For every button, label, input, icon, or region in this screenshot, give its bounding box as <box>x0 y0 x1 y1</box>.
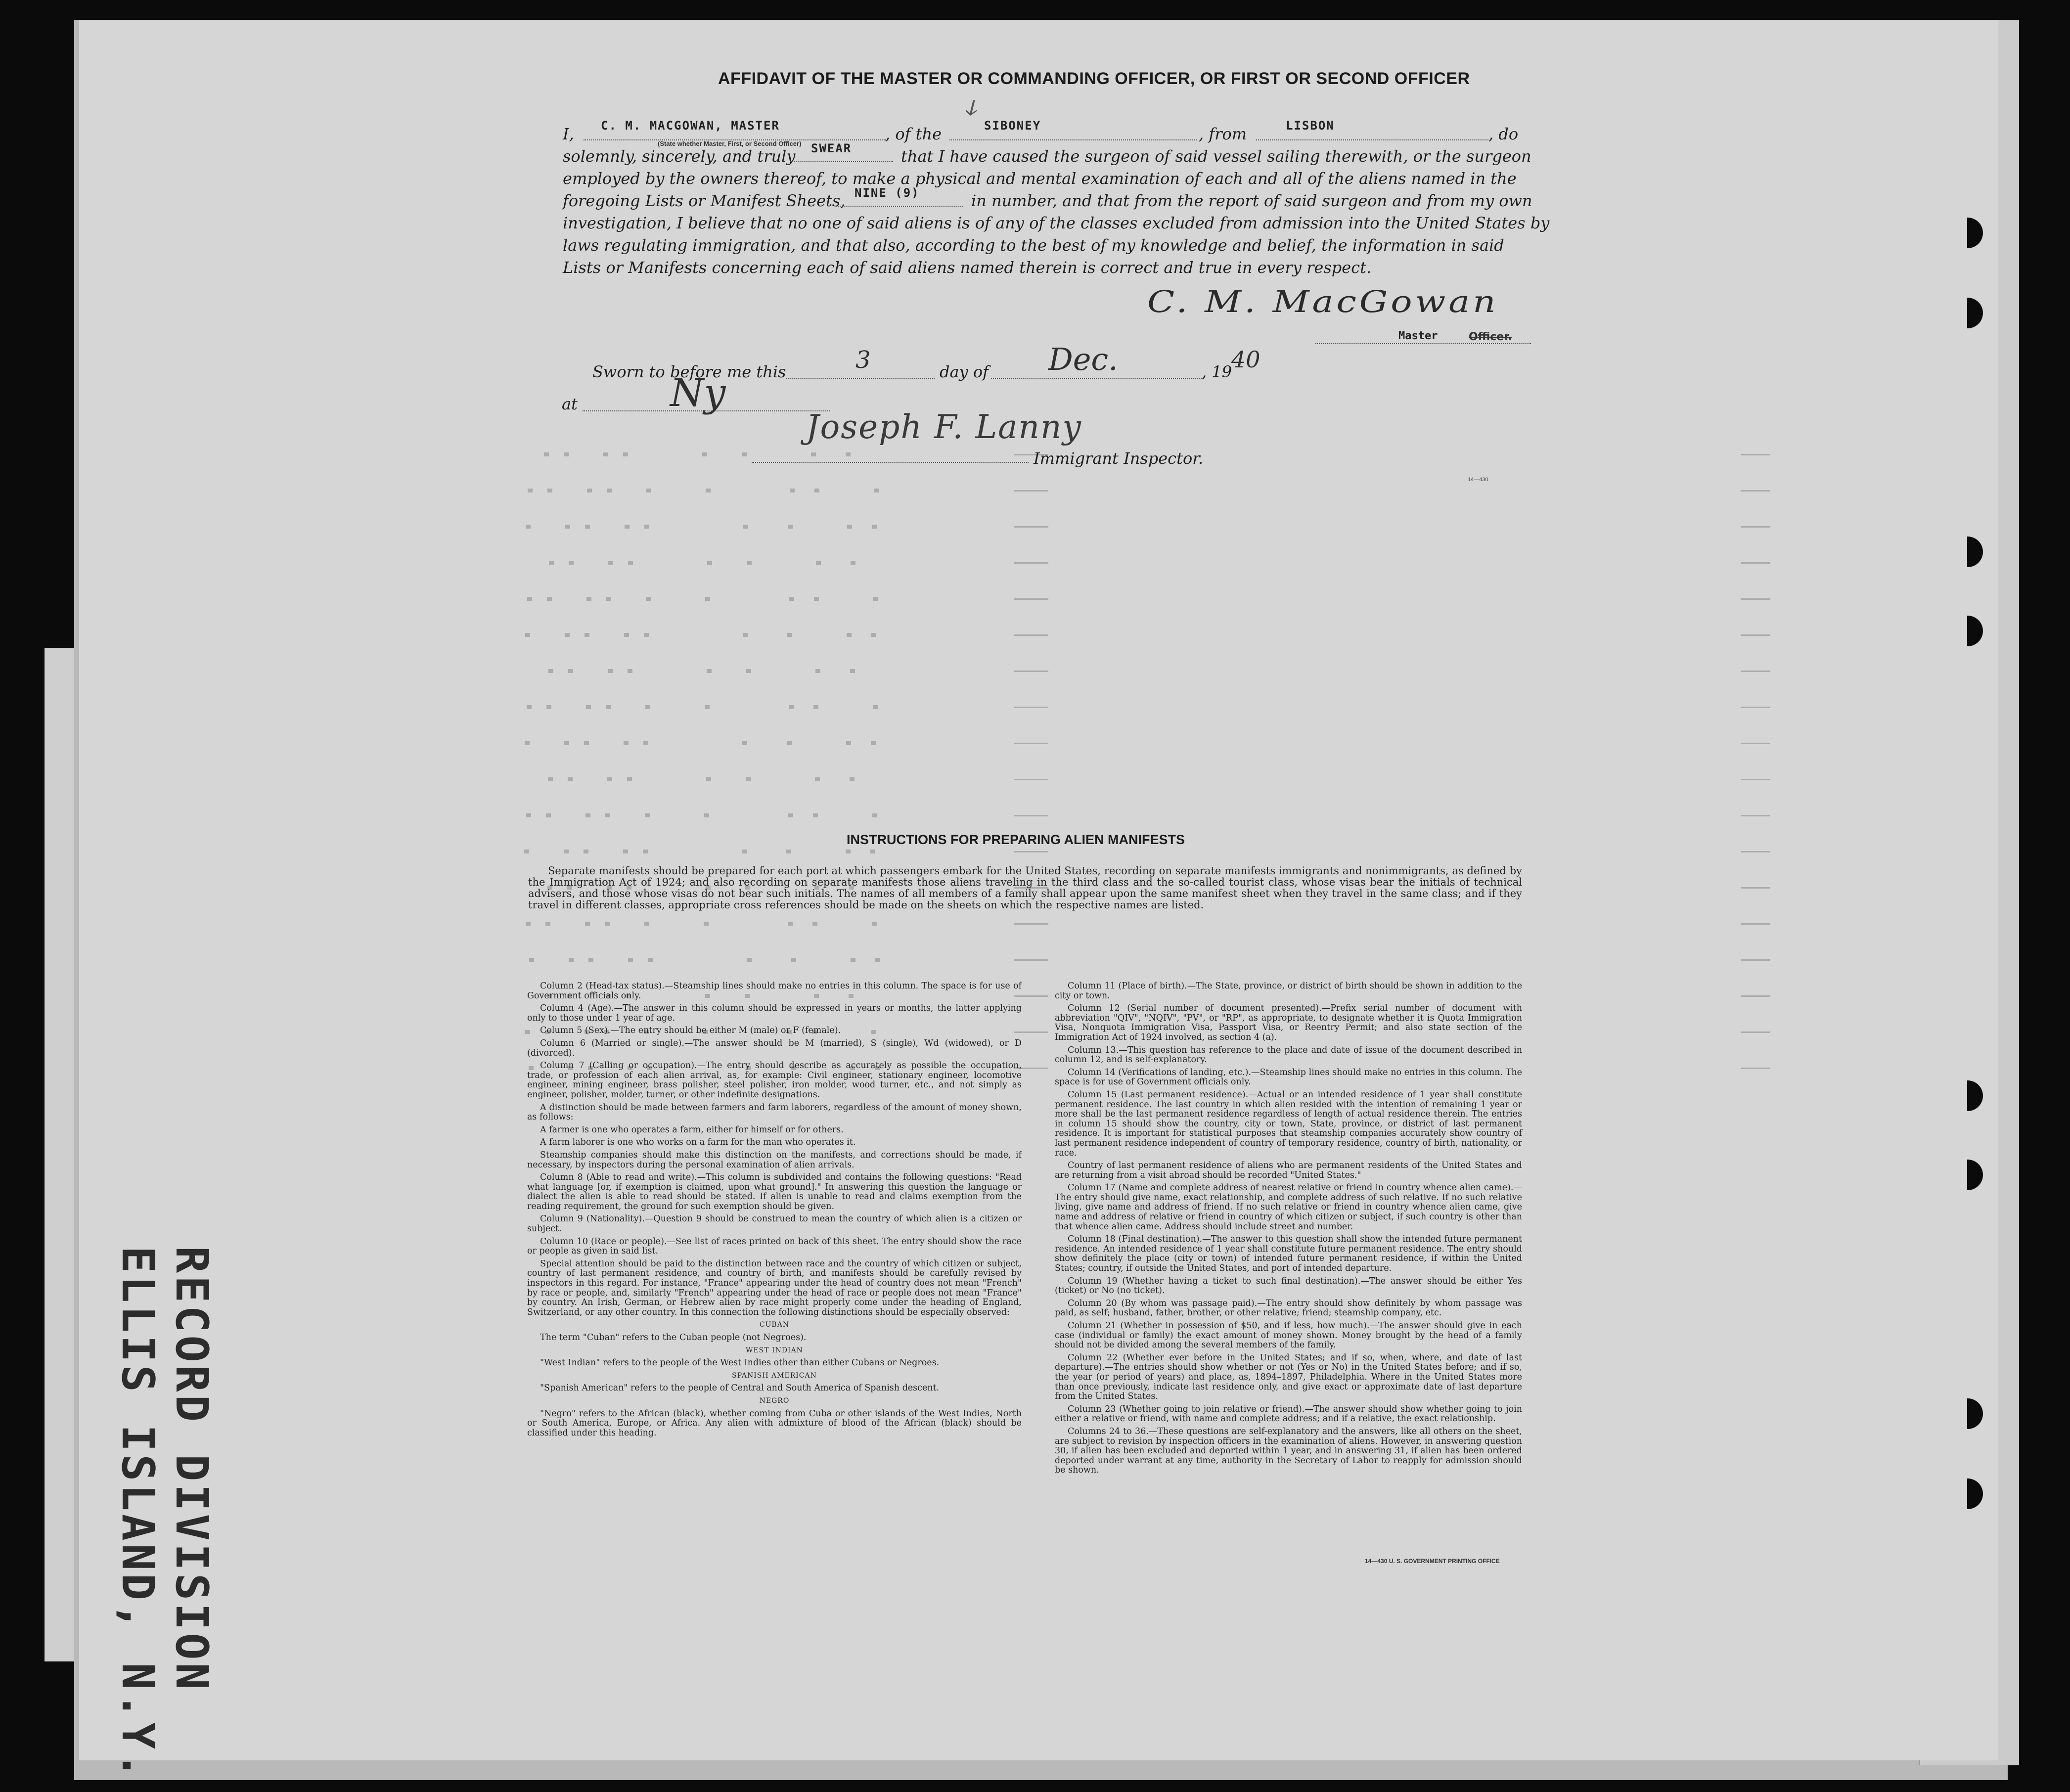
instruction-paragraph: Column 15 (Last permanent residence).—Actual or an intended residence of 1 year shall constitute permanent residence. The last country in which alien resided with the intention of remaining 1 year or more shall be the last permanent residence regardless of length of actual residence therein. The entries in column 15 should show the country, city or town, State, province, or district of last permanent residence. It is important for statistical purposes that steamship companies accurately show country of last permanent residence independent of country of temporary residence, country of birth, nationality, or race. <box>1055 1089 1522 1158</box>
bleed-mark <box>605 922 610 926</box>
bleed-mark <box>564 850 569 853</box>
bleed-mark <box>851 561 855 565</box>
bleed-dash <box>1014 490 1048 492</box>
bleed-mark <box>624 633 629 637</box>
bleed-mark <box>871 633 876 637</box>
instruction-paragraph: Column 4 (Age).—The answer in this column should be expressed in years or months, the latter applying only to those under 1 year of age. <box>527 1003 1022 1023</box>
bleed-dash <box>1741 851 1770 852</box>
bleed-mark <box>548 777 553 781</box>
bleed-mark <box>529 958 534 962</box>
bleed-dash <box>1014 779 1048 780</box>
bleed-dash <box>1741 671 1770 672</box>
bleed-dash <box>1741 598 1770 600</box>
bleed-mark <box>646 597 651 601</box>
signature-title-struck: Officer. <box>1469 331 1512 343</box>
bleed-mark <box>605 813 610 817</box>
bleed-mark <box>645 813 650 817</box>
printing-office-footer: 14—430 U. S. GOVERNMENT PRINTING OFFICE <box>1365 1558 1500 1565</box>
bleed-dash <box>1741 1068 1770 1069</box>
bleed-dash <box>1741 454 1770 455</box>
bleed-mark <box>815 669 820 673</box>
affidavit-line2b: that I have caused the surgeon of said vessel sailing therewith, or the surgeon <box>901 147 1531 166</box>
affidavit-do: , do <box>1488 125 1519 143</box>
instruction-paragraph: Country of last permanent residence of aliens who are permanent residents of the United States and are returning from a visit abroad should be recorded "United States." <box>1055 1161 1522 1180</box>
bleed-mark <box>847 633 852 637</box>
instructions-title: INSTRUCTIONS FOR PREPARING ALIEN MANIFESTS <box>847 832 1185 847</box>
bleed-mark <box>565 525 570 529</box>
instruction-paragraph: Columns 24 to 36.—These questions are self-explanatory and the answers, like all others on the sheet, are subject to revision by inspection officers in the examination of aliens. However, in answering question 30, if alien has been excluded and deported within 1 year, and in answering 31, if alien has been ordered deported under warrant at any time, authority in the Secretary of Labor to reapply for admission should be shown. <box>1055 1426 1522 1476</box>
bleed-mark <box>584 850 588 853</box>
bleed-dash <box>1014 671 1048 672</box>
bleed-mark <box>746 669 751 673</box>
form-number-top: 14—430 <box>1468 477 1488 483</box>
bleed-mark <box>643 850 648 853</box>
sworn-year: 40 <box>1231 346 1260 373</box>
instruction-paragraph: Column 7 (Calling or occupation).—The entry should describe as accurately as possible the occupation, trade, or profession of each alien arrival, as, for example: Civil engineer, stationary engineer, locomotive engineer, mining engineer, brass polisher, steel polisher, iron molder, wood turner, etc., and not simply as engineer, polisher, molder, turner, or other indefinite designations. <box>527 1061 1022 1100</box>
instruction-paragraph: Column 13.—This question has reference to the place and date of issue of the document described in column 12, and is self-explanatory. <box>1055 1045 1522 1065</box>
bleed-mark <box>628 561 633 565</box>
negro-heading: NEGRO <box>759 1396 790 1405</box>
handwritten-mark: ↆ <box>964 94 977 121</box>
instruction-paragraph: Steamship companies should make this distinction on the manifests, and corrections should be made, if necessary, by inspectors during the personal examination of alien arrivals. <box>527 1150 1022 1170</box>
affidavit-i: I, <box>563 125 574 143</box>
bleed-mark <box>870 850 875 853</box>
bleed-dash <box>1741 490 1770 492</box>
bleed-mark <box>627 777 632 781</box>
bleed-mark <box>704 813 709 817</box>
bleed-mark <box>586 597 591 601</box>
instruction-paragraph: A farmer is one who operates a farm, either for himself or for others. <box>540 1124 844 1135</box>
instruction-paragraph: Special attention should be paid to the distinction between race and the country of which citizen or subject, country of last permanent residence, and country of birth, and manifests should be carefully revised by inspectors in this regard. For instance, "France" appearing under the head of country does not mean "French" by race or people, and, similarly "French" appearing under the head of race or people does not mean "France" by country. An Irish, German, or Hebrew alien by race might properly come under the heading of England, Switzerland, or any other country. In this connection the following distinctions should be especially observed: <box>527 1258 1022 1317</box>
bleed-mark <box>850 669 855 673</box>
bleed-dash <box>1014 707 1048 708</box>
bleed-mark <box>851 958 855 962</box>
instruction-paragraph: Column 5 (Sex).—The entry should be either M (male) or F (female). <box>540 1026 841 1036</box>
bleed-mark <box>742 452 747 456</box>
affidavit-line4b: in number, and that from the report of said surgeon and from my own <box>971 191 1532 210</box>
bleed-mark <box>850 777 855 781</box>
bleed-mark <box>623 850 628 853</box>
bleed-mark <box>526 525 531 529</box>
bleed-mark <box>527 705 532 709</box>
instruction-paragraph: Column 6 (Married or single).—The answer should be M (married), S (single), Wd (widowed), or D (divorced). <box>527 1038 1022 1058</box>
bleed-mark <box>705 597 710 601</box>
bleed-dash <box>1741 526 1770 528</box>
bleed-dash <box>1741 815 1770 816</box>
spanish-american-heading: SPANISH AMERICAN <box>732 1371 817 1380</box>
instruction-paragraph: Column 11 (Place of birth).—The State, province, or district of birth should be shown in addition to the city or town. <box>1055 981 1522 1001</box>
sworn-day-of: day of <box>940 362 989 381</box>
instruction-paragraph: Column 18 (Final destination).—The answer to this question shall show the intended future permanent residence. An intended residence of 1 year shall constitute future permanent residence. The entry should show definitely the place (city or town) of intended future permanent residence, if within the United States; country, if outside the United States, and port of intended departure. <box>1055 1234 1522 1274</box>
bleed-mark <box>546 813 551 817</box>
instruction-paragraph: Column 12 (Serial number of document presented).—Prefix serial number of document with abbreviation "QIV", "NQIV", "PV", or "RP", as appropriate, to designate whether it is Quota Immigration Visa, Nonquota Immigration Visa, Passport Visa, or Reentry Permit; and also state section of the Immigration Act of 1924 involved, as section 4 (a). <box>1055 1003 1522 1042</box>
record-division-stamp <box>112 1246 218 1782</box>
bleed-mark <box>645 705 650 709</box>
bleed-mark <box>872 922 877 926</box>
bleed-dash <box>1014 598 1048 600</box>
sworn-prefix: Sworn to before me this <box>592 362 786 381</box>
bleed-mark <box>603 452 608 456</box>
affidavit-line2a: solemnly, sincerely, and truly <box>563 147 796 166</box>
bleed-mark <box>644 922 649 926</box>
bleed-mark <box>625 525 630 529</box>
bleed-mark <box>706 777 711 781</box>
bleed-mark <box>585 922 590 926</box>
stamp-line-1: RECORD DIVISION <box>166 1246 218 1693</box>
bleed-mark <box>812 922 817 926</box>
instruction-paragraph: Column 21 (Whether in possession of $50, and if less, how much).—The answer should give in each case (individual or family) the exact amount of money shown. Money brought by the head of a family should not be divided among the several members of the family. <box>1055 1321 1522 1350</box>
bleed-mark <box>525 741 530 745</box>
bleed-mark <box>814 597 819 601</box>
bleed-mark <box>585 525 590 529</box>
bleed-mark <box>606 705 611 709</box>
bleed-mark <box>813 813 818 817</box>
bleed-dash <box>1741 707 1770 708</box>
bleed-dash <box>1741 562 1770 564</box>
bleed-mark <box>747 561 752 565</box>
bleed-mark <box>547 489 552 493</box>
bleed-mark <box>564 741 569 745</box>
instruction-paragraph: Column 23 (Whether going to join relative or friend).—The answer should show whether going to join either a relative or friend, with name and complete address; and if a relative, the exact relationship. <box>1055 1404 1522 1424</box>
west-indian-heading: WEST INDIAN <box>746 1346 803 1354</box>
negro-definition: "Negro" refers to the African (black), whether coming from Cuba or other islands of the West Indies, North or South America, Europe, or Africa. Any alien with admixture of blood of the African (black) should be classified under this heading. <box>527 1408 1022 1438</box>
inspector-line <box>752 459 1029 463</box>
bleed-mark <box>846 850 851 853</box>
bleed-mark <box>608 561 613 565</box>
instruction-paragraph: Column 19 (Whether having a ticket to such final destination).—The answer should be either Yes (ticket) or No (no ticket). <box>1055 1276 1522 1296</box>
bleed-mark <box>816 561 821 565</box>
bleed-mark <box>607 489 612 493</box>
bleed-mark <box>846 741 851 745</box>
sworn-year-prefix: , 19 <box>1202 362 1232 381</box>
bleed-dash <box>1741 959 1770 961</box>
officer-name: C. M. MACGOWAN, MASTER <box>601 119 780 133</box>
affidavit-of-the: , of the <box>885 125 942 143</box>
bleed-mark <box>873 597 878 601</box>
bleed-mark <box>873 705 878 709</box>
bleed-dash <box>1014 634 1048 636</box>
bleed-dash <box>1741 634 1770 636</box>
instructions-intro: Separate manifests should be prepared for each port at which passengers embark for the United States, recording on separate manifests immigrants and nonimmigrants, as defined by the Immigration Act of 1924; and also recording on separate manifests those aliens traveling in the third class and the so-called tourist class, whose visas bear the initials of technical advisers, and those whose visas do not bear such initials. The names of all members of a family shall appear upon the same manifest sheet when they travel in the same class; and if they travel in different classes, appropriate cross references should be made on the sheets on which the respective names are listed. <box>528 865 1522 911</box>
bleed-mark <box>872 525 877 529</box>
bleed-mark <box>585 813 590 817</box>
bleed-mark <box>606 597 611 601</box>
bleed-mark <box>847 525 852 529</box>
bleed-mark <box>786 850 791 853</box>
instruction-paragraph: Column 22 (Whether ever before in the United States; and if so, when, where, and date of last departure).—The entries should show whether or not (Yes or No) in the United States before; and if so, the year (or period of years) and place, as, 1894–1897, Philadelphia. Where in the United States more than once previously, indicate last residence only, and give exact or approximate date of last departure from the United States. <box>1055 1352 1522 1402</box>
bleed-mark <box>742 741 747 745</box>
bleed-mark <box>706 489 711 493</box>
bleed-mark <box>746 777 751 781</box>
bleed-dash <box>1741 743 1770 744</box>
bleed-mark <box>707 561 712 565</box>
bleed-mark <box>813 705 818 709</box>
bleed-mark <box>788 525 793 529</box>
affidavit-from: , from <box>1199 125 1247 143</box>
bleed-mark <box>788 813 793 817</box>
bleed-mark <box>743 525 748 529</box>
instruction-paragraph: Column 9 (Nationality).—Question 9 should be construed to mean the country of which alien is a citizen or subject. <box>527 1214 1022 1234</box>
bleed-mark <box>584 741 589 745</box>
sheet-count: NINE (9) <box>855 186 920 200</box>
bleed-mark <box>644 525 649 529</box>
instruction-paragraph: Column 14 (Verifications of landing, etc.).—Steamship lines should make no entries in this column. The space is for use of Government officials only. <box>1055 1067 1522 1087</box>
bleed-mark <box>787 741 792 745</box>
vessel-name: SIBONEY <box>984 119 1041 133</box>
stamp-line-2: ELLIS ISLAND, N.Y. <box>112 1246 164 1782</box>
bleed-mark <box>526 922 531 926</box>
bleed-mark <box>587 489 592 493</box>
bleed-mark <box>791 958 796 962</box>
bleed-mark <box>648 958 653 962</box>
bleed-mark <box>628 958 633 962</box>
bleed-mark <box>569 958 574 962</box>
bleed-mark <box>789 597 794 601</box>
affidavit-line4a: foregoing Lists or Manifest Sheets, <box>563 191 846 210</box>
bleed-mark <box>787 633 792 637</box>
bleed-mark <box>526 813 531 817</box>
bleed-mark <box>646 489 651 493</box>
bleed-mark <box>565 633 570 637</box>
instruction-paragraph: Column 2 (Head-tax status).—Steamship lines should make no entries in this column. The space is for use of Government officials only. <box>527 981 1022 1001</box>
bleed-mark <box>585 633 589 637</box>
port-name: LISBON <box>1286 119 1335 133</box>
instruction-paragraph: Column 20 (By whom was passage paid).—The entry should show definitely by whom passage was paid, as self; husband, father, brother, or other relative; friend; steamship company, etc. <box>1055 1298 1522 1318</box>
bleed-mark <box>747 958 752 962</box>
bleed-mark <box>547 597 552 601</box>
bleed-mark <box>790 489 795 493</box>
bleed-mark <box>623 452 628 456</box>
signature-title: Master <box>1398 330 1438 342</box>
bleed-dash <box>1014 851 1048 852</box>
bleed-dash <box>1741 779 1770 780</box>
bleed-mark <box>586 705 591 709</box>
bleed-mark <box>545 922 550 926</box>
instruction-paragraph: Column 8 (Able to read and write).—This column is subdivided and contains the following questions: "Read what language [or, if exemption is claimed, upon what ground]." In answering this question the language or dialect the alien is able to read should be stated. If alien is unable to read and claims exemption from the reading requirement, the ground for such exemption should be given. <box>527 1172 1022 1211</box>
affidavit-line6: laws regulating immigration, and that also, according to the best of my knowledge and belief, the information in said <box>563 236 1504 255</box>
bleed-dash <box>1014 562 1048 564</box>
bleed-mark <box>742 850 747 853</box>
bleed-mark <box>815 777 820 781</box>
bleed-mark <box>607 777 612 781</box>
cuban-heading: CUBAN <box>759 1321 790 1329</box>
bleed-mark <box>872 813 877 817</box>
bleed-mark <box>704 922 709 926</box>
bleed-mark <box>789 705 794 709</box>
bleed-mark <box>875 958 880 962</box>
bleed-mark <box>544 452 549 456</box>
bleed-dash <box>1741 995 1770 997</box>
master-signature: C. M. MacGowan <box>1147 284 1499 319</box>
affidavit-heading: AFFIDAVIT OF THE MASTER OR COMMANDING OFFICER, OR FIRST OR SECOND OFFICER <box>718 69 1470 88</box>
bleed-mark <box>527 597 532 601</box>
sworn-day: 3 <box>855 346 871 374</box>
affidavit-line5: investigation, I believe that no one of said aliens is of any of the classes excluded from admission into the United States by <box>563 214 1550 232</box>
bleed-mark <box>788 922 793 926</box>
bleed-mark <box>569 561 574 565</box>
bleed-mark <box>707 669 712 673</box>
west-indian-definition: "West Indian" refers to the people of the West Indies other than either Cubans or Negroes. <box>540 1358 940 1368</box>
bleed-dash <box>1014 526 1048 528</box>
instructions-left-column <box>527 982 1022 1441</box>
bleed-mark <box>548 669 553 673</box>
bleed-mark <box>644 633 649 637</box>
affidavit-line3: employed by the owners thereof, to make a physical and mental examination of each and all of the aliens named in the <box>563 169 1517 188</box>
bleed-mark <box>743 633 748 637</box>
bleed-dash <box>1014 815 1048 816</box>
bleed-dash <box>1741 887 1770 889</box>
cuban-definition: The term "Cuban" refers to the Cuban people (not Negroes). <box>540 1333 807 1343</box>
bleed-dash <box>1741 923 1770 925</box>
bleed-mark <box>568 777 573 781</box>
bleed-mark <box>874 489 879 493</box>
spanish-american-definition: "Spanish American" refers to the people of Central and South America of Spanish descent. <box>540 1383 940 1393</box>
bleed-mark <box>705 705 710 709</box>
instruction-paragraph: A distinction should be made between farmers and farm laborers, regardless of the amount of money shown, as follows: <box>527 1102 1022 1122</box>
instruction-paragraph: Column 10 (Race or people).—See list of races printed on back of this sheet. The entry should show the race or people as given in said list. <box>527 1236 1022 1256</box>
bleed-dash <box>1014 923 1048 925</box>
bleed-mark <box>628 669 632 673</box>
bleed-mark <box>525 633 530 637</box>
bleed-mark <box>608 669 613 673</box>
bleed-mark <box>564 452 569 456</box>
instructions-right-column <box>1055 982 1522 1478</box>
bleed-dash <box>1014 959 1048 961</box>
bleed-mark <box>702 452 707 456</box>
bleed-mark <box>624 741 629 745</box>
bleed-dash <box>1741 1031 1770 1033</box>
inspector-signature: Joseph F. Lanny <box>806 408 1082 446</box>
bleed-mark <box>811 452 816 456</box>
sworn-place: Ny <box>670 371 726 415</box>
bleed-dash <box>1014 743 1048 744</box>
bleed-mark <box>568 669 573 673</box>
inspector-title: Immigrant Inspector. <box>1034 449 1204 468</box>
bleed-mark <box>643 741 648 745</box>
officer-name-caption: (State whether Master, First, or Second Officer) <box>658 140 802 147</box>
bleed-mark <box>846 452 851 456</box>
sworn-at: at <box>562 395 578 413</box>
instruction-paragraph: A farm laborer is one who works on a farm for the man who operates it. <box>540 1137 856 1148</box>
bleed-mark <box>524 850 529 853</box>
bleed-mark <box>528 489 533 493</box>
affidavit-line7: Lists or Manifests concerning each of said aliens named therein is correct and true in every respect. <box>563 258 1372 277</box>
bleed-mark <box>549 561 554 565</box>
bleed-mark <box>871 741 876 745</box>
instruction-paragraph: Column 17 (Name and complete address of nearest relative or friend in country whence alien came).—The entry should give name, exact relationship, and complete address of such relative. If no such relative living, give name and address of friend. If no such relative or friend in country whence alien came, give name and address of relative or friend in country of which citizen or subject, if such country is other than that whence alien came. Address should include street and number. <box>1055 1183 1522 1232</box>
oath-word: SWEAR <box>811 141 852 155</box>
bleed-mark <box>588 958 593 962</box>
sworn-month: Dec. <box>1048 341 1118 377</box>
bleed-mark <box>814 489 819 493</box>
bleed-mark <box>546 705 551 709</box>
